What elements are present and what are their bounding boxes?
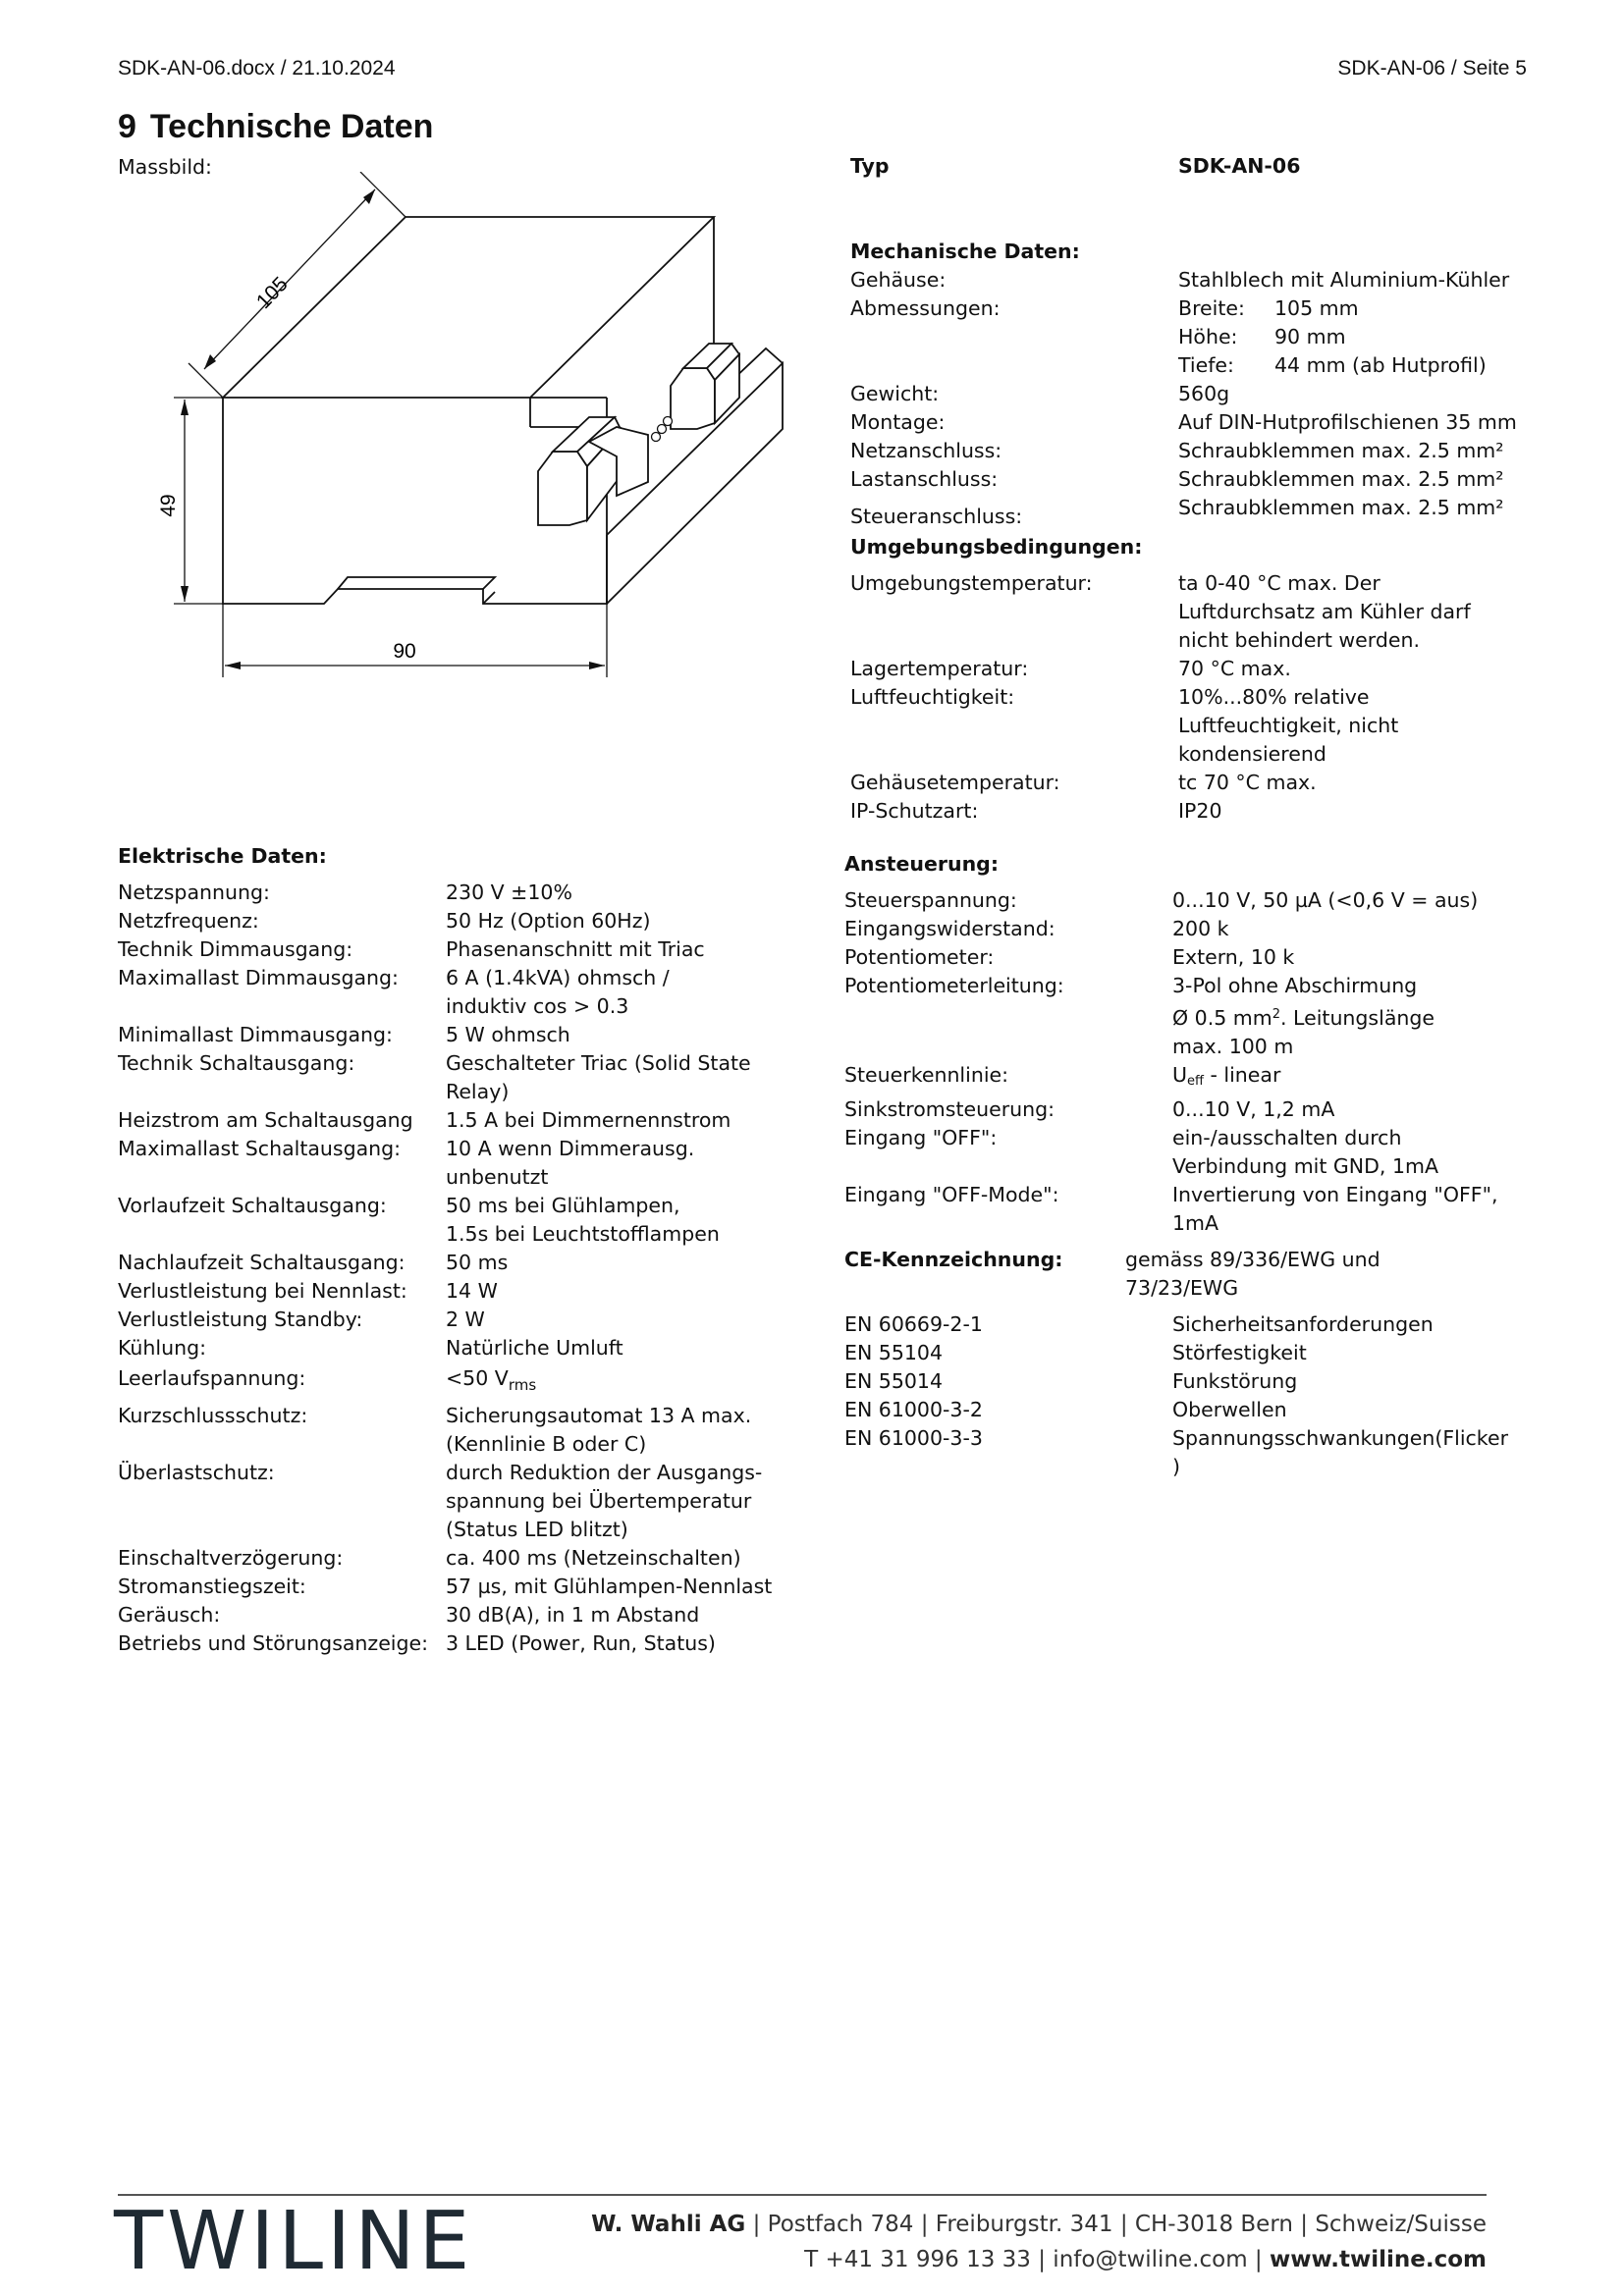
row-key: IP-Schutzart: bbox=[850, 799, 979, 823]
electrical-data-table bbox=[118, 842, 785, 1658]
row-key: EN 60669-2-1 bbox=[844, 1312, 983, 1336]
table-row bbox=[118, 1049, 785, 1078]
row-key: Stromanstiegszeit: bbox=[118, 1575, 306, 1598]
row-value: 70 °C max. bbox=[1178, 657, 1291, 680]
table-row bbox=[118, 1402, 785, 1430]
row-key: Lagertemperatur: bbox=[850, 657, 1029, 680]
table-row bbox=[850, 797, 1538, 826]
table-row bbox=[118, 1364, 785, 1400]
row-key: Umgebungstemperatur: bbox=[850, 571, 1093, 595]
row-value: Luftdurchsatz am Kühler darf bbox=[1178, 600, 1471, 623]
row-key: Potentiometer: bbox=[844, 945, 995, 969]
table-row bbox=[850, 683, 1538, 712]
row-value: Spannungsschwankungen(Flicker bbox=[1172, 1426, 1508, 1450]
header-right: SDK-AN-06 / Seite 5 bbox=[1337, 57, 1527, 80]
table-row bbox=[118, 1249, 785, 1277]
row-value: spannung bei Übertemperatur bbox=[446, 1489, 752, 1513]
row-key: Maximallast Dimmausgang: bbox=[118, 966, 399, 989]
table-row bbox=[850, 712, 1538, 740]
company-logo: TWILINE bbox=[114, 2195, 474, 2288]
row-key: Netzspannung: bbox=[118, 881, 270, 904]
table-row bbox=[118, 1021, 785, 1049]
row-value: nicht behindert werden. bbox=[1178, 628, 1420, 652]
ce-heading: CE-Kennzeichnung: bbox=[844, 1248, 1063, 1271]
table-row bbox=[850, 655, 1538, 683]
row-key: Sinkstromsteuerung: bbox=[844, 1097, 1056, 1121]
row-value: ca. 400 ms (Netzeinschalten) bbox=[446, 1546, 741, 1570]
typ-label: Typ bbox=[850, 154, 890, 178]
row-key bbox=[850, 626, 1178, 655]
row-value: 10 A wenn Dimmerausg. bbox=[446, 1137, 695, 1160]
row-key: Minimallast Dimmausgang: bbox=[118, 1023, 393, 1046]
mechanical-heading: Mechanische Daten: bbox=[850, 240, 1080, 263]
table-row bbox=[844, 1209, 1532, 1238]
table-row bbox=[844, 1396, 1532, 1424]
row-key: Verlustleistung bei Nennlast: bbox=[118, 1279, 407, 1303]
row-value: Störfestigkeit bbox=[1172, 1341, 1307, 1364]
table-row bbox=[844, 1453, 1532, 1481]
row-key: Technik Schaltausgang: bbox=[118, 1051, 355, 1075]
row-key: Eingang "OFF-Mode": bbox=[844, 1183, 1059, 1206]
table-row bbox=[844, 915, 1532, 943]
dim-width-label: 90 bbox=[393, 640, 416, 663]
table-row bbox=[118, 1544, 785, 1573]
row-value: <50 $V_{rms}$ bbox=[446, 1366, 537, 1394]
table-row bbox=[118, 879, 785, 907]
row-value: 5 W ohmsch bbox=[446, 1023, 570, 1046]
row-value: durch Reduktion der Ausgangs- bbox=[446, 1461, 763, 1484]
table-row bbox=[844, 1124, 1532, 1152]
ce-row bbox=[844, 1246, 1532, 1303]
table-row: Tiefe: 44 mm (ab Hutprofil) bbox=[1178, 353, 1487, 377]
row-key bbox=[850, 712, 1178, 740]
row-key: Eingang "OFF": bbox=[844, 1126, 998, 1149]
row-value: Relay) bbox=[446, 1080, 510, 1103]
row-key: Netzfrequenz: bbox=[118, 909, 259, 933]
row-value: 50 Hz (Option 60Hz) bbox=[446, 909, 651, 933]
row-value: ta 0-40 °C max. Der bbox=[1178, 571, 1380, 595]
section-title bbox=[118, 108, 433, 146]
table-row bbox=[844, 1181, 1532, 1209]
table-row bbox=[844, 1339, 1532, 1367]
row-key bbox=[118, 992, 446, 1021]
table-row bbox=[118, 1573, 785, 1601]
row-value: 1.5s bei Leuchtstofflampen bbox=[446, 1222, 720, 1246]
table-row bbox=[118, 1601, 785, 1629]
row-key: Luftfeuchtigkeit: bbox=[850, 685, 1015, 709]
table-row: Steuerkennlinie: $U_{eff}$ - linear bbox=[844, 1063, 1281, 1089]
table-row bbox=[118, 1629, 785, 1658]
row-value: ) bbox=[1172, 1455, 1180, 1478]
housing-top-face bbox=[223, 217, 714, 398]
table-row bbox=[850, 740, 1538, 769]
table-row: Gewicht: 560g bbox=[850, 382, 1230, 405]
row-value: unbenutzt bbox=[446, 1165, 549, 1189]
table-row: Steueranschluss: Schraubklemmen max. 2.5 mm² bbox=[850, 496, 1504, 528]
section-number: 9 bbox=[118, 108, 136, 145]
row-key: Nachlaufzeit Schaltausgang: bbox=[118, 1251, 406, 1274]
table-row: Lastanschluss: Schraubklemmen max. 2.5 mm² bbox=[850, 467, 1504, 491]
table-row bbox=[118, 1106, 785, 1135]
led-indicators bbox=[652, 417, 673, 442]
row-key bbox=[118, 1163, 446, 1192]
row-value: Extern, 10 k bbox=[1172, 945, 1295, 969]
row-key: Maximallast Schaltausgang: bbox=[118, 1137, 402, 1160]
table-row: Netzanschluss: Schraubklemmen max. 2.5 mm² bbox=[850, 439, 1504, 462]
footer-contact-line: T +41 31 996 13 33 | info@twiline.com | www.twiline.com bbox=[804, 2247, 1487, 2272]
table-row bbox=[850, 626, 1538, 655]
row-value: ein-/ausschalten durch bbox=[1172, 1126, 1402, 1149]
control-ce-table bbox=[844, 850, 1532, 1481]
row-value: 6 A (1.4kVA) ohmsch / bbox=[446, 966, 670, 989]
header-left: SDK-AN-06.docx / 21.10.2024 bbox=[118, 57, 396, 80]
table-row bbox=[844, 886, 1532, 915]
row-value: Natürliche Umluft bbox=[446, 1336, 623, 1360]
row-value: 30 dB(A), in 1 m Abstand bbox=[446, 1603, 700, 1627]
section-title-text: Technische Daten bbox=[149, 108, 434, 145]
row-key: EN 61000-3-3 bbox=[844, 1426, 983, 1450]
ce-value: gemäss 89/336/EWG und 73/23/EWG bbox=[1125, 1248, 1380, 1300]
table-row: Höhe: 90 mm bbox=[1178, 325, 1346, 348]
row-key: Einschaltverzögerung: bbox=[118, 1546, 344, 1570]
row-key bbox=[844, 1453, 1172, 1481]
table-row bbox=[118, 1459, 785, 1487]
row-key: Eingangswiderstand: bbox=[844, 917, 1056, 940]
row-value: 1.5 A bei Dimmernennstrom bbox=[446, 1108, 731, 1132]
table-row bbox=[118, 992, 785, 1021]
row-key: Leerlaufspannung: bbox=[118, 1366, 306, 1390]
row-value: (Status LED blitzt) bbox=[446, 1518, 628, 1541]
row-key: EN 55104 bbox=[844, 1341, 944, 1364]
row-value: Verbindung mit GND, 1mA bbox=[1172, 1154, 1438, 1178]
dimension-drawing bbox=[157, 172, 805, 702]
table-row bbox=[844, 972, 1532, 1000]
table-row bbox=[118, 964, 785, 992]
dim-depth-label: 105 bbox=[251, 272, 293, 314]
row-value: 0...10 V, 1,2 mA bbox=[1172, 1097, 1335, 1121]
row-key bbox=[118, 1516, 446, 1544]
mechanical-environment-table bbox=[850, 152, 1538, 826]
table-row: Abmessungen: Breite: 105 mm bbox=[850, 296, 1359, 320]
row-value: 50 ms bei Glühlampen, bbox=[446, 1194, 680, 1217]
table-row: Gehäuse: Stahlblech mit Aluminium-Kühler bbox=[850, 268, 1510, 292]
table-row: Ø 0.5 $mm^2$. Leitungslänge bbox=[1172, 1006, 1435, 1030]
row-value: 57 µs, mit Glühlampen-Nennlast bbox=[446, 1575, 773, 1598]
row-value: 10%...80% relative bbox=[1178, 685, 1370, 709]
row-key: Steuerspannung: bbox=[844, 888, 1017, 912]
row-value: 50 ms bbox=[446, 1251, 509, 1274]
table-row bbox=[118, 1192, 785, 1220]
row-value: Invertierung von Eingang "OFF", bbox=[1172, 1183, 1498, 1206]
table-row bbox=[844, 1095, 1532, 1124]
table-row bbox=[844, 1367, 1532, 1396]
table-row bbox=[118, 907, 785, 935]
row-key bbox=[850, 740, 1178, 769]
row-key: Verlustleistung Standby: bbox=[118, 1308, 363, 1331]
row-value: 200 k bbox=[1172, 917, 1229, 940]
row-value: 3 LED (Power, Run, Status) bbox=[446, 1631, 716, 1655]
table-row bbox=[118, 1220, 785, 1249]
row-key: EN 55014 bbox=[844, 1369, 944, 1393]
row-value: 3-Pol ohne Abschirmung bbox=[1172, 974, 1418, 997]
table-row bbox=[118, 1516, 785, 1544]
row-key: Betriebs und Störungsanzeige: bbox=[118, 1631, 429, 1655]
row-key: Gehäusetemperatur: bbox=[850, 771, 1060, 794]
massbild-label: Massbild: bbox=[118, 155, 212, 179]
row-value: Funkstörung bbox=[1172, 1369, 1298, 1393]
row-value: (Kennlinie B oder C) bbox=[446, 1432, 647, 1456]
table-row bbox=[850, 569, 1538, 598]
row-value: 2 W bbox=[446, 1308, 485, 1331]
dim-height-label: 49 bbox=[157, 494, 180, 517]
table-row bbox=[118, 1277, 785, 1306]
control-heading: Ansteuerung: bbox=[844, 852, 1000, 876]
table-row bbox=[844, 1152, 1532, 1181]
footer-contact bbox=[591, 2207, 1487, 2277]
table-row bbox=[118, 1430, 785, 1459]
table-row bbox=[118, 1135, 785, 1163]
table-row bbox=[844, 1310, 1532, 1339]
website-link[interactable]: www.twiline.com bbox=[1269, 2247, 1487, 2272]
row-key: Vorlaufzeit Schaltausgang: bbox=[118, 1194, 387, 1217]
row-value: 1mA bbox=[1172, 1211, 1219, 1235]
row-key bbox=[118, 1078, 446, 1106]
table-row bbox=[118, 1334, 785, 1362]
row-key bbox=[118, 1220, 446, 1249]
row-key: Überlastschutz: bbox=[118, 1461, 275, 1484]
row-value: 14 W bbox=[446, 1279, 498, 1303]
table-row bbox=[844, 943, 1532, 972]
table-row bbox=[844, 1424, 1532, 1453]
row-value: Phasenanschnitt mit Triac bbox=[446, 937, 705, 961]
table-row: Montage: Auf DIN-Hutprofilschienen 35 mm bbox=[850, 410, 1517, 434]
row-key bbox=[844, 1152, 1172, 1181]
row-value: 230 V ±10% bbox=[446, 881, 572, 904]
row-value: induktiv cos > 0.3 bbox=[446, 994, 629, 1018]
table-row bbox=[850, 598, 1538, 626]
table-row bbox=[118, 1078, 785, 1106]
row-value: IP20 bbox=[1178, 799, 1222, 823]
row-key bbox=[118, 1487, 446, 1516]
row-key: Potentiometerleitung: bbox=[844, 974, 1064, 997]
row-key: Heizstrom am Schaltausgang bbox=[118, 1108, 413, 1132]
row-key bbox=[850, 598, 1178, 626]
typ-row bbox=[850, 152, 1538, 181]
row-key: EN 61000-3-2 bbox=[844, 1398, 983, 1421]
row-value: Geschalteter Triac (Solid State bbox=[446, 1051, 751, 1075]
row-value: Sicherungsautomat 13 A max. bbox=[446, 1404, 752, 1427]
table-row bbox=[850, 769, 1538, 797]
typ-value: SDK-AN-06 bbox=[1178, 154, 1301, 178]
row-key: Kurzschlussschutz: bbox=[118, 1404, 308, 1427]
row-key: Technik Dimmausgang: bbox=[118, 937, 353, 961]
row-value: 0...10 V, 50 µA (<0,6 V = aus) bbox=[1172, 888, 1479, 912]
row-value: Oberwellen bbox=[1172, 1398, 1287, 1421]
environment-heading: Umgebungsbedingungen: bbox=[850, 535, 1143, 559]
row-value: tc 70 °C max. bbox=[1178, 771, 1317, 794]
row-key bbox=[118, 1430, 446, 1459]
table-row bbox=[118, 1306, 785, 1334]
row-key: Geräusch: bbox=[118, 1603, 221, 1627]
table-row bbox=[118, 935, 785, 964]
row-value: Sicherheitsanforderungen bbox=[1172, 1312, 1434, 1336]
row-value: Luftfeuchtigkeit, nicht bbox=[1178, 714, 1399, 737]
table-row: max. 100 m bbox=[1172, 1035, 1294, 1058]
row-key bbox=[844, 1209, 1172, 1238]
table-row bbox=[118, 1163, 785, 1192]
row-value: kondensierend bbox=[1178, 742, 1326, 766]
table-row bbox=[118, 1487, 785, 1516]
row-key: Kühlung: bbox=[118, 1336, 207, 1360]
footer-address-line: W. Wahli AG | Postfach 784 | Freiburgstr. 341 | CH-3018 Bern | Schweiz/Suisse bbox=[591, 2212, 1487, 2237]
electrical-heading: Elektrische Daten: bbox=[118, 844, 327, 868]
